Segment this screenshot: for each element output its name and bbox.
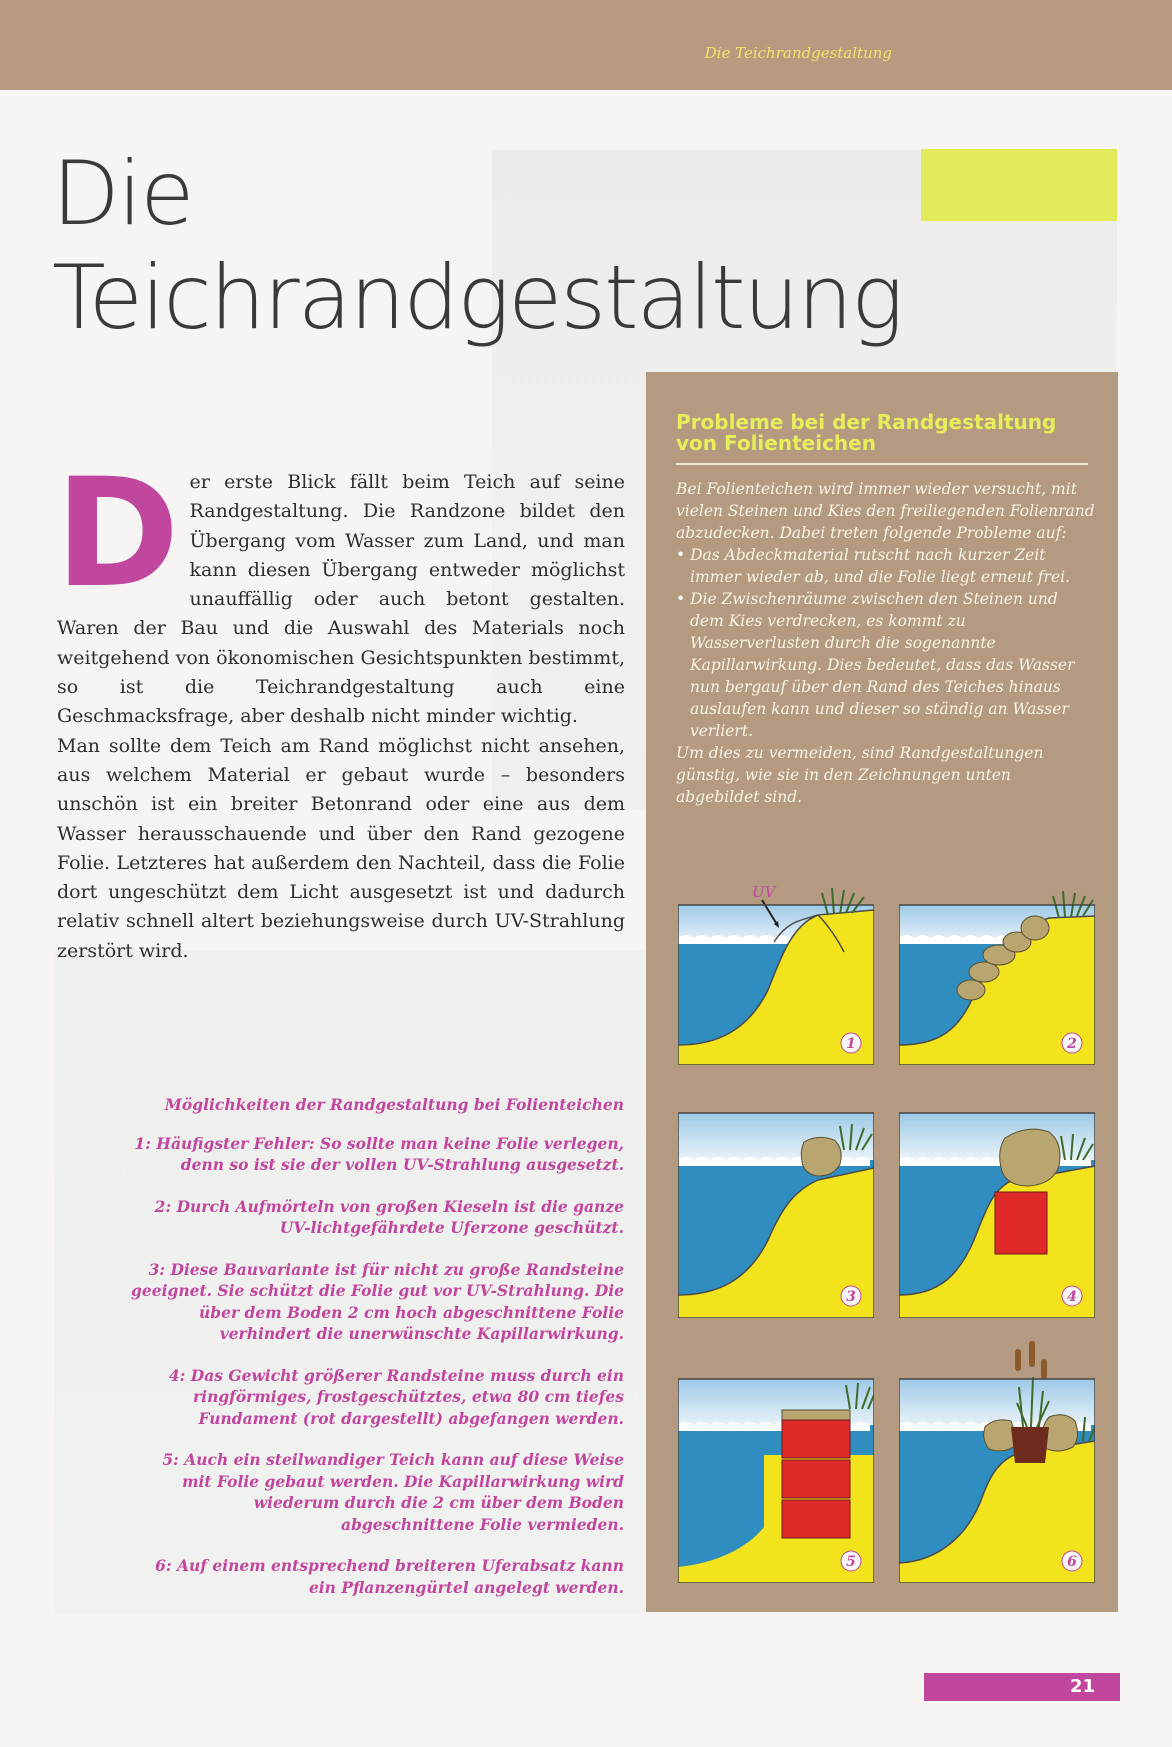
diagram-number: 3 — [846, 1289, 856, 1305]
diagram-6 — [899, 1335, 1095, 1583]
diagram-number: 1 — [846, 1036, 856, 1052]
info-box-bullet: • Das Abdeckmaterial rutscht nach kurzer Zeit immer wieder ab, und die Folie liegt erneut frei. — [676, 546, 1070, 586]
diagram-5 — [678, 1335, 874, 1583]
title-line-1: Die — [52, 142, 193, 245]
info-box-text — [676, 478, 1096, 808]
body-text — [55, 447, 625, 966]
title-line-2: Teichrandgestaltung — [52, 246, 902, 349]
page-number: 21 — [924, 1673, 1120, 1701]
caption-heading: Möglichkeiten der Randgestaltung bei Folienteichen — [164, 1095, 624, 1114]
body-paragraph-2: Man sollte dem Teich am Rand möglichst nicht ansehen, aus welchem Material er gebaut wurde – besonders unschön ist ein breiter Betonrand oder eine aus dem Wasser herausschauende und über den Rand gezogene Folie. Letzteres hat außerdem den Nachteil, dass die Folie dort ungeschützt dem Licht ausgesetzt ist und dadurch relativ schnell altert beziehungsweise durch UV-Strahlung zerstört wird. — [57, 734, 625, 962]
caption-item: 5: Auch ein steilwandiger Teich kann auf diese Weise mit Folie gebaut werden. Die Kapillarwirkung wird wiederum durch die 2 cm über dem Boden abgeschnittene Folie vermieden. — [162, 1450, 624, 1534]
diagram-3 — [678, 1110, 874, 1318]
caption-item: 4: Das Gewicht größerer Randsteine muss durch ein ringförmiges, frostgeschütztes, etwa 80 cm tiefes Fundament (rot dargestellt) abgefangen werden. — [168, 1365, 624, 1428]
info-box-heading: Probleme bei der Randgestaltung von Folienteichen — [676, 410, 1057, 455]
header-bar — [0, 0, 1172, 90]
running-section-title: Die Teichrandgestaltung — [704, 44, 892, 62]
page-title — [52, 142, 902, 350]
uv-label: UV — [752, 883, 776, 901]
yellow-accent-block — [921, 149, 1117, 221]
caption-item: 1: Häufigster Fehler: So sollte man keine Folie verlegen, denn so ist sie der vollen UV-Strahlung ausgesetzt. — [134, 1133, 624, 1174]
diagram-number: 4 — [1067, 1289, 1077, 1305]
info-box-intro: Bei Folienteichen wird immer wieder versucht, mit vielen Steinen und Kies den freiliegenden Folienrand abzudecken. Dabei treten folgende Probleme auf: — [676, 480, 1095, 542]
drop-cap: D — [55, 447, 180, 621]
diagram-caption — [130, 1094, 624, 1618]
info-box-outro: Um dies zu vermeiden, sind Randgestaltungen günstig, wie sie in den Zeichnungen unten abgebildet sind. — [676, 744, 1044, 806]
diagram-4 — [899, 1110, 1095, 1318]
diagram-number: 2 — [1067, 1036, 1077, 1052]
info-box-rule — [676, 463, 1088, 465]
diagram-number: 6 — [1067, 1554, 1077, 1570]
caption-item: 3: Diese Bauvariante ist für nicht zu große Randsteine geeignet. Sie schützt die Folie gut vor UV-Strahlung. Die über dem Boden 2 cm hoch abgeschnittene Folie verhindert die unerwünschte Kapillarwirkung. — [131, 1259, 624, 1343]
caption-item: 2: Durch Aufmörteln von großen Kieseln ist die ganze UV-lichtgefährdete Uferzone geschützt. — [154, 1196, 624, 1237]
diagram-number: 5 — [846, 1554, 856, 1570]
caption-item: 6: Auf einem entsprechend breiteren Uferabsatz kann ein Pflanzengürtel angelegt werden. — [155, 1556, 624, 1597]
info-box-bullet: • Die Zwischenräume zwischen den Steinen und dem Kies verdrecken, es kommt zu Wasserverlusten durch die sogenannte Kapillarwirkung. Dies bedeutet, dass das Wasser nun bergauf über den Rand des Teiches hinaus auslaufen kann und dieser so ständig an Wasser verliert. — [676, 590, 1075, 740]
body-paragraph-1: er erste Blick fällt beim Teich auf seine Randgestaltung. Die Randzone bildet den Übergang vom Wasser zum Land, und man kann diesen Übergang entweder möglichst unauffällig oder auch betont gestalten. Waren der Bau und die Auswahl des Materials noch weitgehend von ökonomischen Gesichtspunkten bestimmt, so ist die Teichrandgestaltung auch eine Geschmacksfrage, aber deshalb nicht minder wichtig. — [57, 471, 625, 728]
info-box-list — [676, 544, 1096, 742]
diagram-1 — [678, 880, 874, 1065]
diagram-2 — [899, 880, 1095, 1065]
